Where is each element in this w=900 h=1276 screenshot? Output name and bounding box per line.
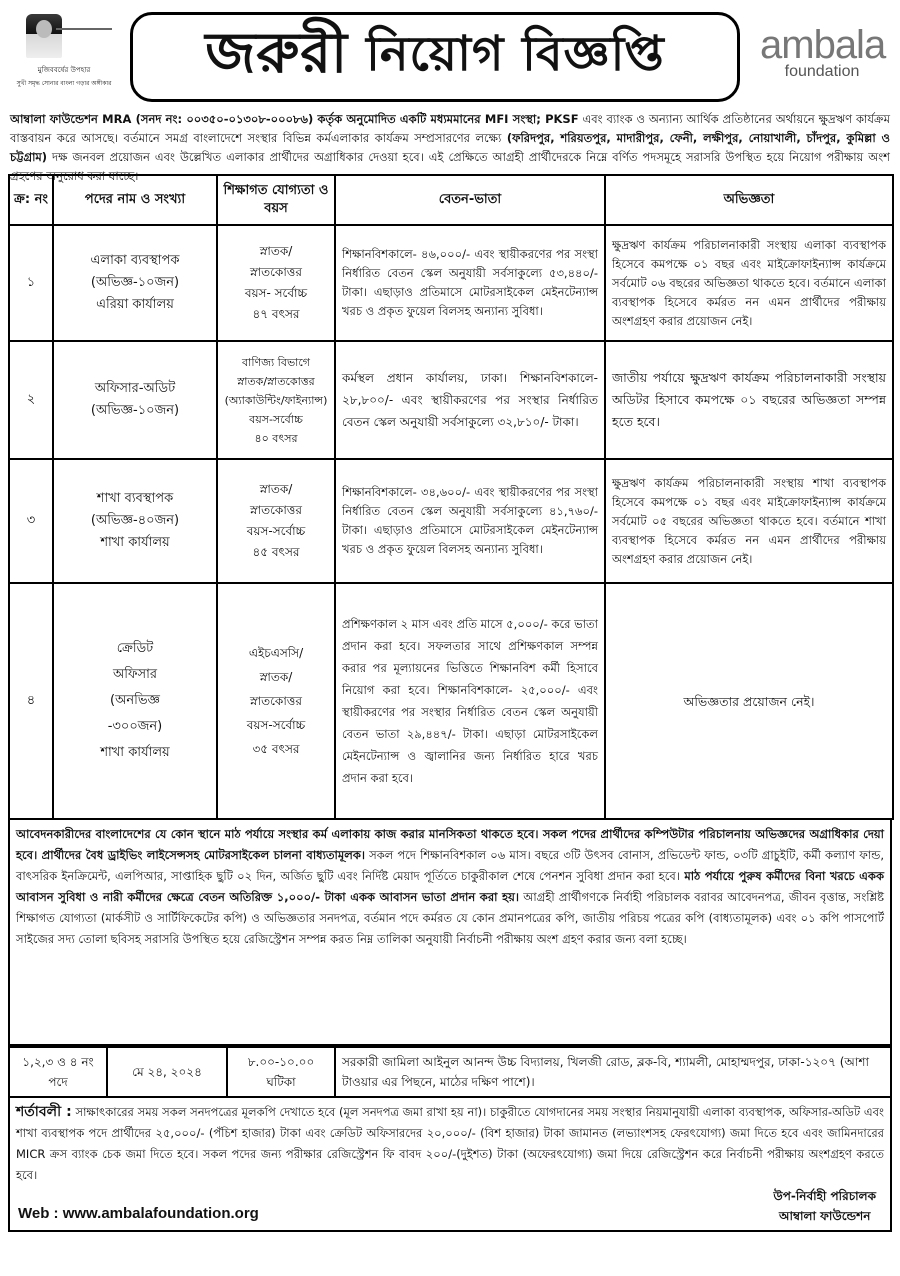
table-row: [9, 583, 893, 819]
exam-date: মে ২৪, ২০২৪: [107, 1047, 227, 1097]
edu-line: স্নাতক/: [259, 670, 293, 684]
title-recruitment-notice: নিয়োগ বিজ্ঞপ্তি: [366, 25, 665, 82]
sign-org: আম্বালা ফাউন্ডেশন: [778, 1209, 871, 1223]
row-no: ২: [9, 341, 53, 459]
header-exp: অভিজ্ঞতা: [605, 175, 893, 225]
intro-paragraph: [8, 110, 892, 183]
mujib-borsho-logo: [14, 14, 114, 102]
row-edu: [217, 225, 335, 341]
terms-bold-1: আবেদনকারীদের বাংলাদেশের যে কোন স্থানে মাঠ পর্যায়ে সংস্থার কর্ম এলাকায় কাজ করার মানসিকতা থাকতে হবে। সকল পদের প্রার্থীদের কম্পিউটার পরিচালনায় অভিজ্ঞদের অগ্রাধিকার দেয়া হবে। প্রার্থীদের বৈধ ড্রাইভিং লাইসেন্সসহ মোটরসাইকেল চালনা বাধ্যতামূলক।: [16, 827, 884, 862]
post-line: এরিয়া কার্যালয়: [96, 297, 174, 312]
table-row: [9, 459, 893, 583]
edu-line: এইচএসসি/: [248, 646, 304, 660]
header: [8, 6, 892, 106]
row-post: [53, 459, 217, 583]
intro-org: আম্বালা ফাউন্ডেশন MRA (সনদ নং: ০০৩৫০-০১৩০৮-০০০৮৬) কর্তৃক অনুমোদিত একটি মধ্যমমানের MFI সংস্থা; PKSF: [10, 112, 579, 126]
website-link[interactable]: Web : www.ambalafoundation.org: [18, 1205, 259, 1222]
row-post: [53, 341, 217, 459]
post-line: (অনভিজ্ঞ: [110, 693, 160, 708]
table-row: [9, 225, 893, 341]
row-exp: ক্ষুদ্রঋণ কার্যক্রম পরিচালনাকারী সংস্থায় শাখা ব্যবস্থাপক হিসেবে কমপক্ষে ০১ বছর এবং মাইক্রোফাইন্যান্স কার্যক্রমে সর্বমোট ০৫ বছরের অভিজ্ঞতা থাকতে হবে। বর্তমানে শাখা ব্যবস্থাপক হিসেবে কর্মরত নন এমন প্রার্থীদের পরীক্ষায় অংশগ্রহণ করার প্রয়োজন নেই।: [605, 459, 893, 583]
terms-bold-2: মাঠ পর্যায়ে পুরুষ কর্মীদের বিনা খরচে একক আবাসন সুবিধা ও নারী কর্মীদের ক্ষেত্রে বেতন অতিরিক্ত ১,০০০/- টাকা একক আবাসন ভাতা প্রদান করা হয়।: [16, 869, 884, 904]
row-post: [53, 225, 217, 341]
row-salary: শিক্ষানবিশকালে- ৩৪,৬০০/- এবং স্থায়ীকরণের পর সংস্থা নির্ধারিত বেতন স্কেল অনুযায়ী সর্বসাকুল্যে ৪১,৭৬০/- টাকা। এছাড়াও প্রতিমাসে মোটরসাইকেল মেইনটেন্যান্স খরচ ও প্রকৃত ফুয়েল বিলসহ অন্যান্য সুবিধা।: [335, 459, 605, 583]
jobs-table: [8, 174, 894, 820]
row-exp: জাতীয় পর্যায়ে ক্ষুদ্রঋণ কার্যক্রম পরিচালনাকারী সংস্থায় অডিটর হিসাবে কমপক্ষে ০১ বছরের অভিজ্ঞতা সম্পন্ন হতে হবে।: [605, 341, 893, 459]
logo-caption-1: মুজিববর্ষের উপহার: [37, 66, 91, 74]
edu-line: বয়স-সর্বোচ্চ: [246, 718, 306, 732]
post-line: (অভিজ্ঞ-১০জন): [90, 275, 180, 290]
row-no: ৪: [9, 583, 53, 819]
table-header-row: [9, 175, 893, 225]
edu-line: স্নাতক/: [259, 482, 293, 496]
conditions-body: সাক্ষাৎকারের সময় সকল সনদপত্রের মূলকপি দেখাতে হবে (মূল সনদপত্র জমা রাখা হয় না)। চাকুরীতে যোগদানের সময় সংস্থার নিয়মানুযায়ী এলাকা ব্যবস্থাপক, অফিসার-অডিট এবং শাখা ব্যবস্থাপক পদে প্রার্থীদের ২৫,০০০/- (পঁচিশ হাজার) টাকা এবং ক্রেডিট অফিসারদের ২০,০০০/- (বিশ হাজার) টাকা জামানত (লভ্যাংশসহ ফেরৎযোগ্য) জমা দিতে হবে এবং জামিনদারের MICR ক্রস ব্যাংক চেক জমা দিতে হবে। সকল পদের জন্য পরীক্ষার রেজিস্ট্রেশন ফি বাবদ ২০০/-(দুইশত) টাকা (অফেরৎযোগ্য) জমা দিয়ে রেজিস্ট্রেশন করে নির্বাচনী পরীক্ষায় অংশগ্রহণ করতে হবে।: [16, 1105, 884, 1182]
signature-block: [773, 1186, 876, 1226]
edu-line: স্নাতকোত্তর: [250, 265, 302, 279]
edu-line: ৩৫ বৎসর: [252, 742, 300, 756]
edu-line: বাণিজ্য বিভাগে: [242, 355, 310, 369]
edu-line: (অ্যাকাউন্টিং/ফাইন্যান্স): [224, 393, 328, 407]
sign-title: উপ-নির্বাহী পরিচালক: [773, 1189, 876, 1203]
post-line: (অভিজ্ঞ-১০জন): [90, 403, 180, 418]
edu-line: ৪০ বৎসর: [254, 431, 298, 445]
row-no: ১: [9, 225, 53, 341]
exam-row: [9, 1047, 891, 1097]
post-line: -৩০০জন): [107, 719, 163, 734]
header-salary: বেতন-ভাতা: [335, 175, 605, 225]
post-line: অফিসার: [113, 667, 157, 682]
intro-districts: (ফরিদপুর, শরিয়তপুর, মাদারীপুর, ফেনী, লক্ষীপুর, নোয়াখালী, চাঁদপুর, কুমিল্লা ও চট্টগ্রাম): [10, 131, 891, 164]
exam-posts: ১,২,৩ ও ৪ নং পদে: [9, 1047, 107, 1097]
row-no: ৩: [9, 459, 53, 583]
edu-line: স্নাতক/স্নাতকোত্তর: [237, 374, 315, 388]
mujib-100-badge: [56, 28, 112, 54]
brand-logo-sub: foundation: [784, 63, 860, 80]
conditions-text: [16, 1102, 884, 1186]
row-edu: [217, 341, 335, 459]
row-post: [53, 583, 217, 819]
row-salary: শিক্ষানবিশকালে- ৪৬,০০০/- এবং স্থায়ীকরণের পর সংস্থা নির্ধারিত বেতন স্কেল অনুযায়ী সর্বসাকুল্যে ৫৩,৪৪০/- টাকা। এছাড়াও প্রতিমাসে মোটরসাইকেল মেইনটেন্যান্স খরচ ও প্রকৃত ফুয়েল বিলসহ অন্যান্য সুবিধা।: [335, 225, 605, 341]
footer-conditions: [8, 1098, 892, 1232]
edu-line: স্নাতক/: [259, 244, 293, 258]
row-exp: অভিজ্ঞতার প্রয়োজন নেই।: [605, 583, 893, 819]
title-urgent: জরুরী: [205, 21, 349, 86]
edu-line: স্নাতকোত্তর: [250, 503, 302, 517]
edu-line: স্নাতকোত্তর: [250, 694, 302, 708]
ambala-foundation-logo: [760, 24, 884, 98]
post-line: শাখা ব্যবস্থাপক: [96, 491, 174, 506]
header-post: পদের নাম ও সংখ্যা: [53, 175, 217, 225]
brand-logo-text: ambala: [760, 23, 886, 67]
intro-text-1: এবং ব্যাংক ও অন্যান্য আর্থিক প্রতিষ্ঠানের অর্থায়নে ক্ষুদ্রঋণ কার্যক্রম বাস্তবায়ন করে আসছে। বর্তমানে সমগ্র বাংলাদেশে সংস্থার বিভিন্ন কর্মএলাকার কার্যক্রম সম্প্রসারণের লক্ষ্যে: [10, 112, 890, 145]
terms-normal-1: সকল পদে শিক্ষানবিশকাল ০৬ মাস। বছরে ৩টি উৎসব বোনাস, প্রভিডেন্ট ফান্ড, ০৩টি গ্রাচুইটি, কর্মী কল্যাণ ফান্ড, বাৎসরিক ইনক্রিমেন্ট, এলপিআর, সাপ্তাহিক ছুটি ০২ দিন, অর্জিত ছুটি এবং নির্দিষ্ট মেয়াদ পূর্তিতে চাকুরীকাল শেষে পেনশন সুবিধা প্রদান করা হবে।: [16, 848, 884, 883]
title-banner: [130, 12, 740, 102]
exam-time: ৮.০০-১০.০০ ঘটিকা: [227, 1047, 335, 1097]
post-line: এলাকা ব্যবস্থাপক: [90, 253, 180, 268]
row-edu: [217, 459, 335, 583]
table-row: [9, 341, 893, 459]
row-exp: ক্ষুদ্রঋণ কার্যক্রম পরিচালনাকারী সংস্থায় এলাকা ব্যবস্থাপক হিসেবে কমপক্ষে ০১ বছর এবং মাইক্রোফাইন্যান্স কার্যক্রমে সর্বমোট ০৬ বছরের অভিজ্ঞতা থাকতে হবে। বর্তমানে এলাকা ব্যবস্থাপক হিসেবে কর্মরত নন এমন প্রার্থীদের পরীক্ষায় অংশগ্রহণ করার প্রয়োজন নেই।: [605, 225, 893, 341]
logo-caption-2: সুখী সমৃদ্ধ সোনার বাংলা গড়ার অঙ্গীকার: [16, 80, 112, 87]
terms-paragraph: [8, 820, 892, 1046]
post-line: অফিসার-অডিট: [94, 381, 176, 396]
row-salary: প্রশিক্ষণকাল ২ মাস এবং প্রতি মাসে ৫,০০০/- করে ভাতা প্রদান করা হবে। সফলতার সাথে প্রশিক্ষণকাল সম্পন্ন করার পর মূল্যায়নের ভিত্তিতে শিক্ষানবিশ কর্মী হিসাবে নিয়োগ করা হবে। শিক্ষানবিশকালে- ২৫,০০০/- এবং স্থায়ীকরণের পর সংস্থার নির্ধারিত বেতন স্কেল অনুযায়ী বেতন ভাতা ২৯,৪৪৭/- টাকা। এছাড়া মোটরসাইকেল মেইনটেন্যান্স ও জ্বালানির জন্য নির্ধারিত হারে খরচ প্রদান করা হবে।: [335, 583, 605, 819]
edu-line: ৪৭ বৎসর: [252, 307, 300, 321]
intro-text-2: দক্ষ জনবল প্রয়োজন এবং উল্লেখিত এলাকার প্রার্থীদের অগ্রাধিকার দেওয়া হবে। এই প্রেক্ষিতে আগ্রহী প্রার্থীদেরকে নিম্নে বর্ণিত পদসমূহে সরাসরি উপস্থিত হয়ে নিয়োগ পরীক্ষায় অংশ গ্রহণের অনুরোধ করা যাচ্ছে।: [10, 150, 890, 183]
post-line: শাখা কার্যালয়: [100, 745, 170, 760]
header-no: ক্র: নং: [9, 175, 53, 225]
row-edu: [217, 583, 335, 819]
edu-line: বয়স- সর্বোচ্চ: [244, 286, 308, 300]
row-salary: কর্মস্থল প্রধান কার্যালয়, ঢাকা। শিক্ষানবিশকালে- ২৮,৮০০/- এবং স্থায়ীকরণের পর সংস্থার নির্ধারিত বেতন স্কেল অনুযায়ী সর্বসাকুল্যে ৩২,৮১০/- টাকা।: [335, 341, 605, 459]
header-edu: শিক্ষাগত যোগ্যতা ও বয়স: [217, 175, 335, 225]
post-line: (অভিজ্ঞ-৪০জন): [90, 513, 180, 528]
post-line: শাখা কার্যালয়: [100, 535, 170, 550]
post-line: ক্রেডিট: [116, 641, 154, 656]
edu-line: বয়স-সর্বোচ্চ: [249, 412, 303, 426]
exam-schedule-table: [8, 1046, 892, 1098]
exam-venue: সরকারী জামিলা আইনুল আনন্দ উচ্চ বিদ্যালয়, খিলজী রোড, ব্লক-বি, শ্যামলী, মোহাম্মদপুর, ঢাকা-১২০৭ (আশা টাওয়ার এর পিছনে, মাঠের দক্ষিণ পাশে)।: [335, 1047, 891, 1097]
edu-line: বয়স-সর্বোচ্চ: [246, 524, 306, 538]
conditions-label: শর্তাবলী :: [16, 1104, 72, 1120]
terms-normal-2: আগ্রহী প্রার্থীগণকে নির্বাহী পরিচালক বরাবর আবেদনপত্র, জীবন বৃত্তান্ত, সংশ্লিষ্ট শিক্ষাগত যোগ্যতা (মার্কসীট ও সার্টিফিকেটের কপি) ও অভিজ্ঞতার সনদপত্র, বর্তমান পদে কর্মরত যে কোন প্রমানপত্রের কপি, জাতীয় পরিচয় পত্রের কপি (বাধ্যতামূলক) এবং ০১ কপি পাসপোর্ট সাইজের সদ্য তোলা ছবিসহ সরাসরি উপস্থিত হয়ে রেজিস্ট্রেশন সম্পন্ন করত নিম্ন তালিকা অনুযায়ী নির্বাচনী পরীক্ষায় অংশ গ্রহণ করার জন্য বলা হচ্ছে।: [16, 890, 884, 946]
edu-line: ৪৫ বৎসর: [252, 545, 300, 559]
